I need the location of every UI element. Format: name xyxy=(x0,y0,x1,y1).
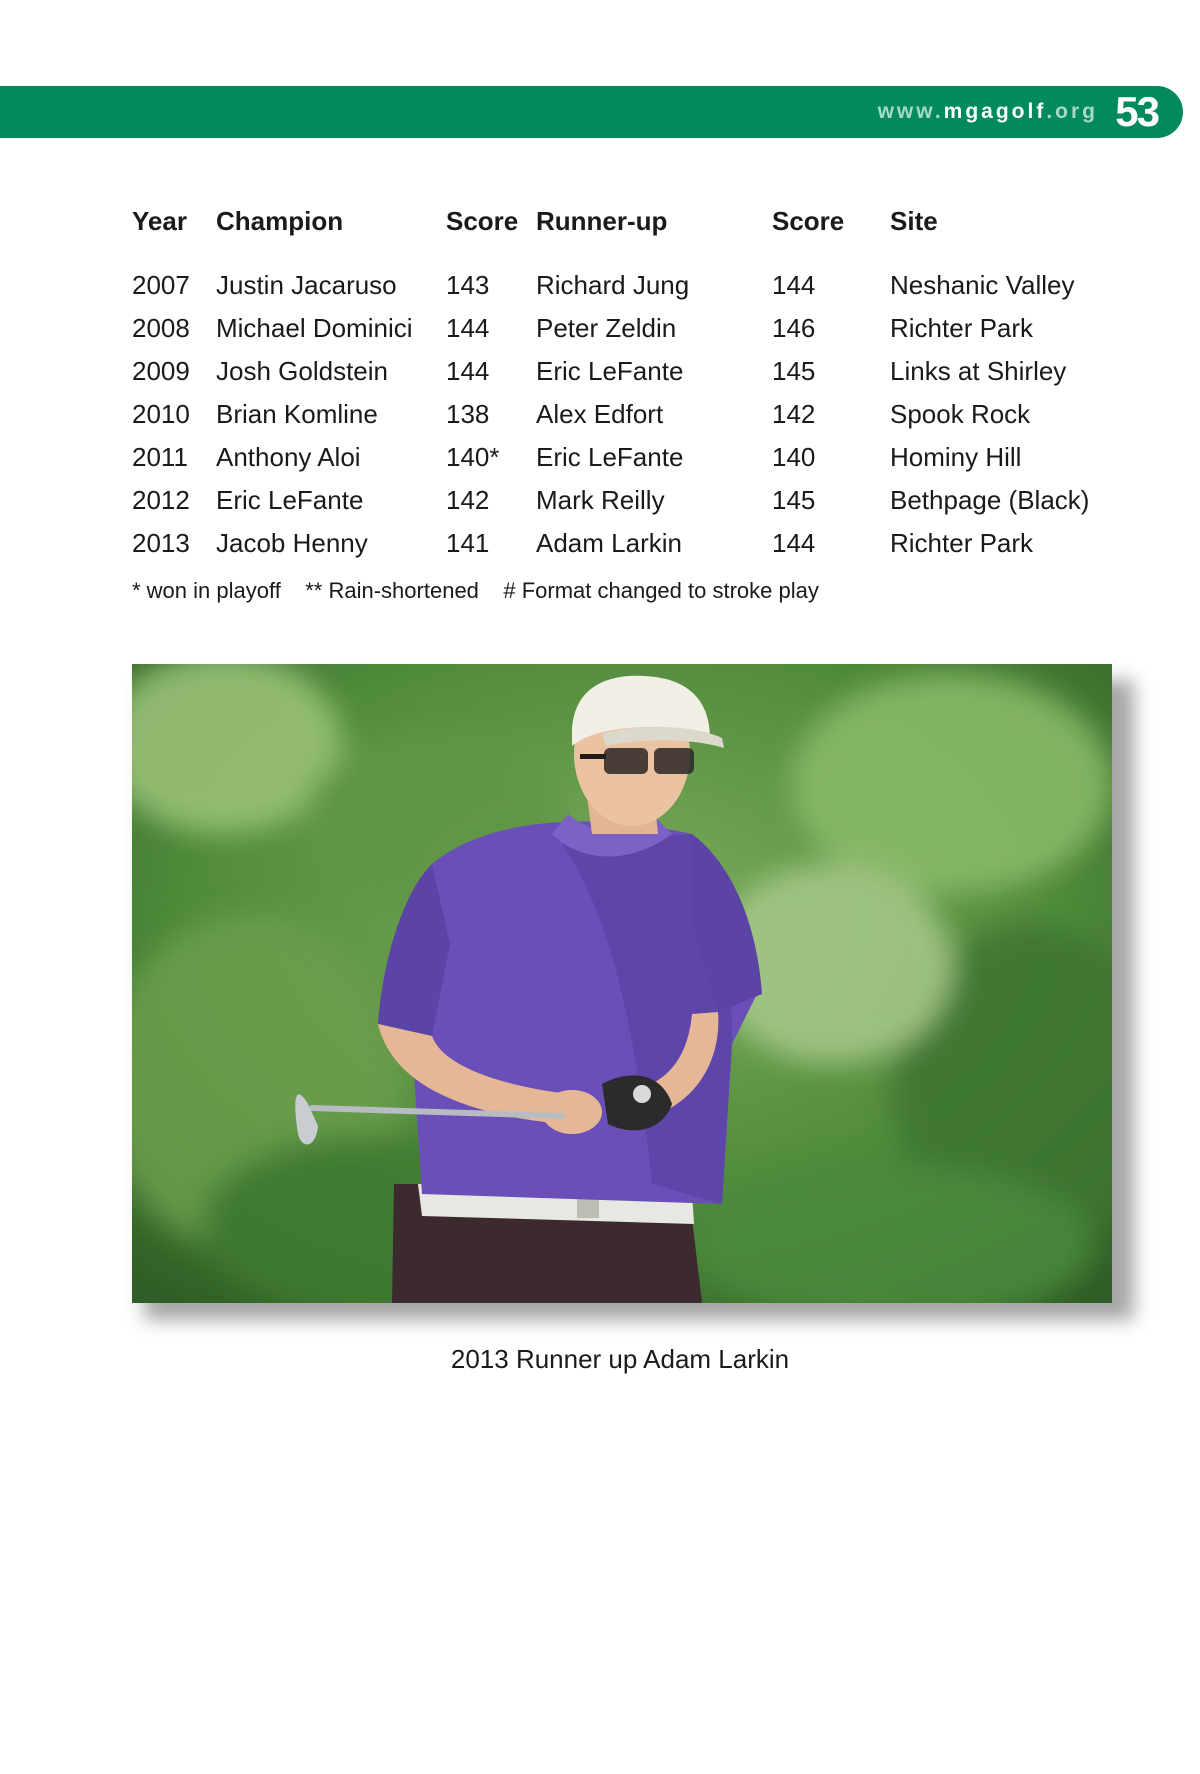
table-row xyxy=(124,264,1120,307)
table-footnote: * won in playoff ** Rain-shortened # Format changed to stroke play xyxy=(132,578,819,603)
cell-site: Hominy Hill xyxy=(890,442,1022,472)
cell-year: 2009 xyxy=(132,356,190,386)
cell-champion: Justin Jacaruso xyxy=(216,270,397,300)
table-row xyxy=(124,350,1120,393)
cell-runner-up-score: 142 xyxy=(772,399,816,429)
cell-champion: Anthony Aloi xyxy=(216,442,361,472)
cell-runner-up-score: 144 xyxy=(772,270,816,300)
cell-score: 144 xyxy=(446,313,490,343)
col-header-champion: Champion xyxy=(216,205,344,236)
cell-runner-up-score: 144 xyxy=(772,528,816,558)
site-url[interactable] xyxy=(878,100,1098,124)
table-row xyxy=(124,522,1120,565)
cell-runner-up: Richard Jung xyxy=(536,270,690,300)
cell-runner-up-score: 145 xyxy=(772,485,816,515)
cell-runner-up: Eric LeFante xyxy=(536,356,684,386)
photo-caption: 2013 Runner up Adam Larkin xyxy=(450,1344,790,1374)
cell-year: 2010 xyxy=(132,399,190,429)
cell-champion: Brian Komline xyxy=(216,399,378,429)
cell-site: Links at Shirley xyxy=(890,356,1067,386)
url-prefix: www. xyxy=(877,100,944,123)
cell-runner-up: Adam Larkin xyxy=(536,528,682,558)
url-main: mgagolf xyxy=(943,100,1047,123)
cell-site: Richter Park xyxy=(890,313,1034,343)
cell-site: Neshanic Valley xyxy=(890,270,1075,300)
cell-score: 143 xyxy=(446,270,490,300)
table-row xyxy=(124,307,1120,350)
cell-site: Bethpage (Black) xyxy=(890,485,1090,515)
cell-year: 2007 xyxy=(132,270,190,300)
cell-site: Richter Park xyxy=(890,528,1034,558)
table-spacer xyxy=(124,244,1120,264)
cell-year: 2008 xyxy=(132,313,190,343)
cell-score: 144 xyxy=(446,356,490,386)
col-header-year: Year xyxy=(132,205,187,236)
cell-score: 140* xyxy=(446,442,500,472)
cell-runner-up: Alex Edfort xyxy=(536,399,664,429)
cell-runner-up: Eric LeFante xyxy=(536,442,684,472)
golfer-photo xyxy=(132,664,1112,1303)
table-header-row xyxy=(124,198,1120,244)
col-header-score: Score xyxy=(446,205,519,236)
cell-runner-up-score: 145 xyxy=(772,356,816,386)
url-suffix: .org xyxy=(1046,100,1098,123)
cell-runner-up: Peter Zeldin xyxy=(536,313,677,343)
cell-runner-up-score: 146 xyxy=(772,313,816,343)
cell-score: 141 xyxy=(446,528,490,558)
cell-year: 2011 xyxy=(132,442,188,472)
cell-champion: Michael Dominici xyxy=(216,313,413,343)
golfer-illustration xyxy=(132,664,1112,1303)
cell-runner-up-score: 140 xyxy=(772,442,816,472)
col-header-runner-up: Runner-up xyxy=(536,205,668,236)
cell-score: 138 xyxy=(446,399,490,429)
cell-year: 2012 xyxy=(132,485,190,515)
page-number: 53 xyxy=(1115,88,1158,135)
table-row xyxy=(124,436,1120,479)
col-header-score-runner-up: Score xyxy=(772,205,845,236)
col-header-site: Site xyxy=(890,205,938,236)
cell-site: Spook Rock xyxy=(890,399,1031,429)
cell-score: 142 xyxy=(446,485,490,515)
table-row xyxy=(124,393,1120,436)
cell-year: 2013 xyxy=(132,528,190,558)
cell-runner-up: Mark Reilly xyxy=(536,485,665,515)
cell-champion: Eric LeFante xyxy=(216,485,364,515)
cell-champion: Jacob Henny xyxy=(216,528,368,558)
cell-champion: Josh Goldstein xyxy=(216,356,388,386)
table-row xyxy=(124,479,1120,522)
results-table xyxy=(124,198,1120,565)
